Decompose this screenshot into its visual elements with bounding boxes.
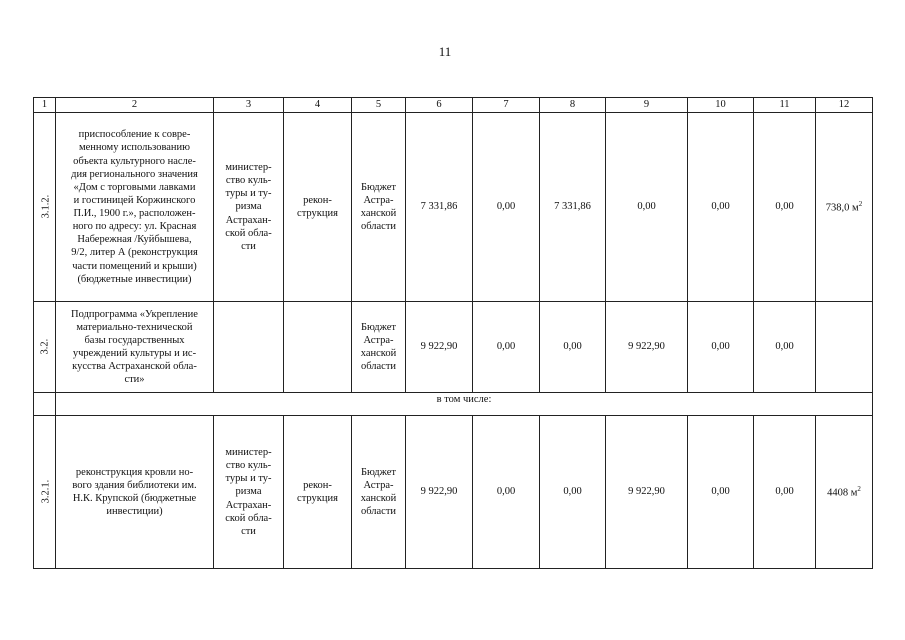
capacity-text: 4408 м	[827, 487, 858, 499]
header-cell: 4	[284, 98, 352, 113]
funding-source: Бюджет Астра- ханской области	[352, 416, 406, 569]
amount-col-9: 9 922,90	[606, 416, 688, 569]
amount-col-7: 0,00	[473, 302, 540, 393]
responsible-body: министер- ство куль- туры и ту- ризма Астрахан- ской обла- сти	[214, 416, 284, 569]
row-number: 3.1.2.	[40, 195, 52, 219]
row-number: 3.2.	[38, 339, 50, 355]
page-number: 11	[438, 44, 452, 59]
amount-col-8: 7 331,86	[540, 113, 606, 302]
subtotal-note: в том числе:	[56, 393, 873, 416]
table-row	[34, 416, 873, 569]
amount-col-9: 9 922,90	[606, 302, 688, 393]
measure-name: реконструкция кровли но- вого здания библиотеки им. Н.К. Крупской (бюджетные инвестиции)	[56, 416, 214, 569]
table-row	[34, 393, 873, 416]
row-number-cell	[34, 113, 56, 302]
amount-col-9: 0,00	[606, 113, 688, 302]
row-number-cell	[34, 393, 56, 416]
header-row	[34, 98, 873, 113]
header-cell: 10	[688, 98, 754, 113]
header-cell: 11	[754, 98, 816, 113]
header-cell: 3	[214, 98, 284, 113]
responsible-body	[214, 302, 284, 393]
work-type: рекон- струкция	[284, 416, 352, 569]
header-cell: 1	[34, 98, 56, 113]
header-cell: 7	[473, 98, 540, 113]
amount-col-7: 0,00	[473, 113, 540, 302]
unit-exponent: 2	[858, 199, 863, 208]
header-cell: 8	[540, 98, 606, 113]
amount-col-10: 0,00	[688, 416, 754, 569]
capacity-value	[816, 113, 873, 302]
capacity-value	[816, 302, 873, 393]
budget-table	[33, 97, 873, 569]
amount-col-7: 0,00	[473, 416, 540, 569]
funding-source: Бюджет Астра- ханской области	[352, 302, 406, 393]
amount-col-10: 0,00	[688, 302, 754, 393]
table-row	[34, 302, 873, 393]
amount-col-10: 0,00	[688, 113, 754, 302]
measure-name: приспособление к совре- менному использованию объекта культурного насле- дия регионального значения «Дом с торговыми лавками и гостиницей Коржинского П.И., 1900 г.», расположен- ного по адресу: ул. Красная Набережная /Куйбышева, 9/2, литер А (реконструкция части помещений и крыши) (бюджетные инвестиции)	[56, 113, 214, 302]
amount-col-8: 0,00	[540, 302, 606, 393]
measure-name: Подпрограмма «Укрепление материально-технической базы государственных учреждений культуры и ис- кусства Астраханской обла- сти»	[56, 302, 214, 393]
amount-total: 9 922,90	[406, 416, 473, 569]
amount-col-8: 0,00	[540, 416, 606, 569]
header-cell: 5	[352, 98, 406, 113]
work-type	[284, 302, 352, 393]
row-number: 3.2.1.	[40, 480, 52, 504]
amount-total: 9 922,90	[406, 302, 473, 393]
capacity-value	[816, 416, 873, 569]
header-cell: 6	[406, 98, 473, 113]
unit-exponent: 2	[857, 484, 861, 493]
amount-col-11: 0,00	[754, 416, 816, 569]
work-type: рекон- струкция	[284, 113, 352, 302]
amount-total: 7 331,86	[406, 113, 473, 302]
funding-source: Бюджет Астра- ханской области	[352, 113, 406, 302]
header-cell: 9	[606, 98, 688, 113]
amount-col-11: 0,00	[754, 113, 816, 302]
header-cell: 2	[56, 98, 214, 113]
amount-col-11: 0,00	[754, 302, 816, 393]
table-row	[34, 113, 873, 302]
header-cell: 12	[816, 98, 873, 113]
row-number-cell	[34, 416, 56, 569]
row-number-cell	[34, 302, 56, 393]
responsible-body: министер- ство куль- туры и ту- ризма Астрахан- ской обла- сти	[214, 113, 284, 302]
capacity-text: 738,0 м	[825, 202, 859, 214]
